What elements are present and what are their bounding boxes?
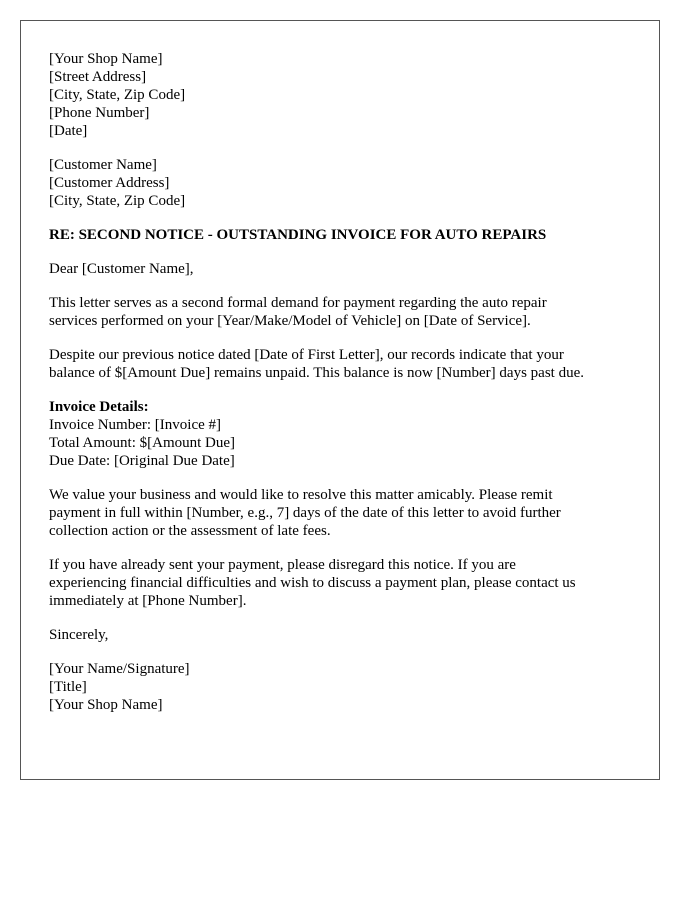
invoice-details-heading: Invoice Details: bbox=[49, 399, 149, 415]
sender-street: [Street Address] bbox=[49, 69, 147, 85]
signature-title: [Title] bbox=[49, 679, 87, 695]
paragraph-2 bbox=[49, 346, 631, 382]
letter-date: [Date] bbox=[49, 123, 88, 139]
invoice-details bbox=[49, 398, 631, 470]
paragraph-2-line-1: Despite our previous notice dated [Date of First Letter], our records indicate that your bbox=[49, 347, 564, 363]
invoice-number: Invoice Number: [Invoice #] bbox=[49, 417, 222, 433]
recipient-city-state-zip: [City, State, Zip Code] bbox=[49, 193, 186, 209]
sender-block bbox=[49, 50, 631, 140]
paragraph-1-line-1: This letter serves as a second formal demand for payment regarding the auto repair bbox=[49, 295, 547, 311]
recipient-block bbox=[49, 156, 631, 210]
paragraph-1 bbox=[49, 294, 631, 330]
paragraph-3 bbox=[49, 486, 631, 540]
paragraph-2-line-2: balance of $[Amount Due] remains unpaid. This balance is now [Number] days past due. bbox=[49, 365, 584, 381]
sender-shop-name: [Your Shop Name] bbox=[49, 51, 163, 67]
recipient-address: [Customer Address] bbox=[49, 175, 170, 191]
paragraph-4-line-2: experiencing financial difficulties and wish to discuss a payment plan, please contact us bbox=[49, 575, 576, 591]
salutation: Dear [Customer Name], bbox=[49, 261, 194, 277]
invoice-due-date: Due Date: [Original Due Date] bbox=[49, 453, 235, 469]
signature-name: [Your Name/Signature] bbox=[49, 661, 190, 677]
sender-city-state-zip: [City, State, Zip Code] bbox=[49, 87, 186, 103]
letter-page bbox=[20, 20, 660, 780]
sender-phone: [Phone Number] bbox=[49, 105, 150, 121]
paragraph-1-line-2: services performed on your [Year/Make/Model of Vehicle] on [Date of Service]. bbox=[49, 313, 531, 329]
closing: Sincerely, bbox=[49, 627, 109, 643]
paragraph-3-line-2: payment in full within [Number, e.g., 7] days of the date of this letter to avoid further bbox=[49, 505, 561, 521]
paragraph-4-line-3: immediately at [Phone Number]. bbox=[49, 593, 247, 609]
paragraph-3-line-3: collection action or the assessment of late fees. bbox=[49, 523, 331, 539]
invoice-total: Total Amount: $[Amount Due] bbox=[49, 435, 236, 451]
paragraph-4-line-1: If you have already sent your payment, please disregard this notice. If you are bbox=[49, 557, 516, 573]
subject-line: RE: SECOND NOTICE - OUTSTANDING INVOICE FOR AUTO REPAIRS bbox=[49, 227, 547, 243]
paragraph-3-line-1: We value your business and would like to resolve this matter amicably. Please remit bbox=[49, 487, 553, 503]
signature-shop: [Your Shop Name] bbox=[49, 697, 163, 713]
paragraph-4 bbox=[49, 556, 631, 610]
recipient-name: [Customer Name] bbox=[49, 157, 157, 173]
signature-block bbox=[49, 660, 631, 714]
